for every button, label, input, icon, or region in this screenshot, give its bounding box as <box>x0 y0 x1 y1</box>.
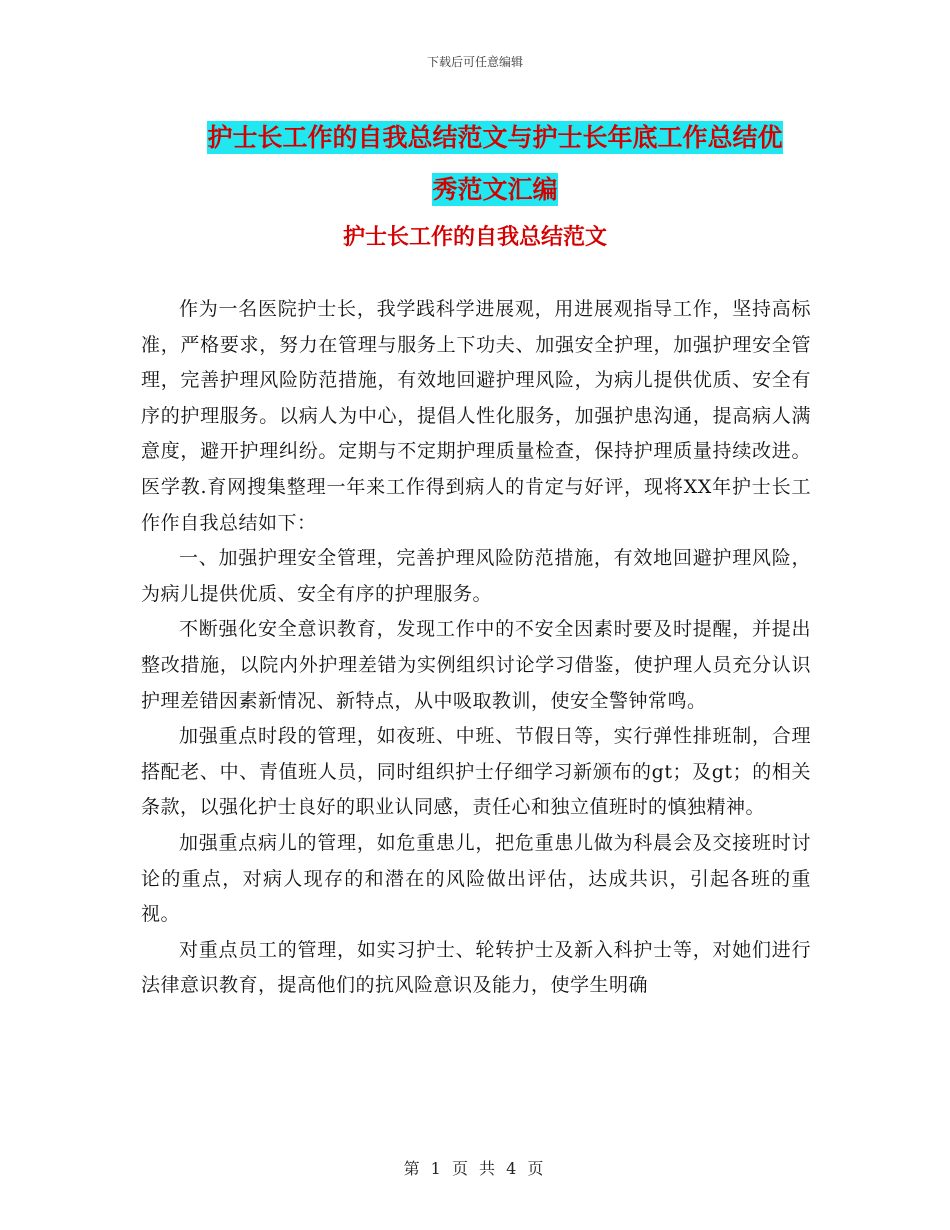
document-title-line-2: 秀范文汇编 <box>432 175 558 204</box>
paragraph-point-one: 一、加强护理安全管理，完善护理风险防范措施，有效地回避护理风险，为病儿提供优质、安全有序的护理服务。 <box>141 547 811 605</box>
document-title-line-1: 护士长工作的自我总结范文与护士长年底工作总结优 <box>207 123 783 152</box>
paragraph-key-staff: 对重点员工的管理，如实习护士、轮转护士及新入科护士等，对她们进行法律意识教育，提高他们的抗风险意识及能力，使学生明确 <box>141 938 811 997</box>
paragraph-intro: 作为一名医院护士长，我学践科学进展观，用进展观指导工作，坚持高标准，严格要求，努力在管理与服务上下功夫、加强安全护理，加强护理安全管理，完善护理风险防范措施，有效地回避护理风险，为病儿提供优质、安全有序的护理服务。以病人为中心，提倡人性化服务，加强护患沟通，提高病人满意度，避开护理纠纷。定期与不定期护理质量检查，保持护理质量持续改进。医学教.育网搜集整理一年来工作得到病人的肯定与好评，现将XX年护士长工作作自我总结如下： <box>141 298 811 534</box>
section-title: 护士长工作的自我总结范文 <box>342 225 607 250</box>
paragraph-key-periods: 加强重点时段的管理，如夜班、中班、节假日等，实行弹性排班制，合理搭配老、中、青值班人员，同时组织护士仔细学习新颁布的gt；及gt；的相关条款，以强化护士良好的职业认同感，责任心和独立值班时的慎独精神。 <box>141 725 811 819</box>
page-footer-page-number: 第 1 页 共 4 页 <box>403 1159 547 1178</box>
document-body <box>141 292 811 1004</box>
paragraph-key-patients: 加强重点病儿的管理，如危重患儿，把危重患儿做为科晨会及交接班时讨论的重点，对病人现存的和潜在的风险做出评估，达成共识，引起各班的重视。 <box>141 831 811 926</box>
page-header-note: 下载后可任意编辑 <box>426 55 523 69</box>
paragraph-safety-education: 不断强化安全意识教育，发现工作中的不安全因素时要及时提醒，并提出整改措施，以院内外护理差错为实例组织讨论学习借鉴，使护理人员充分认识护理差错因素新情况、新特点，从中吸取教训，使安全警钟常鸣。 <box>141 618 811 712</box>
document-title <box>140 112 850 216</box>
